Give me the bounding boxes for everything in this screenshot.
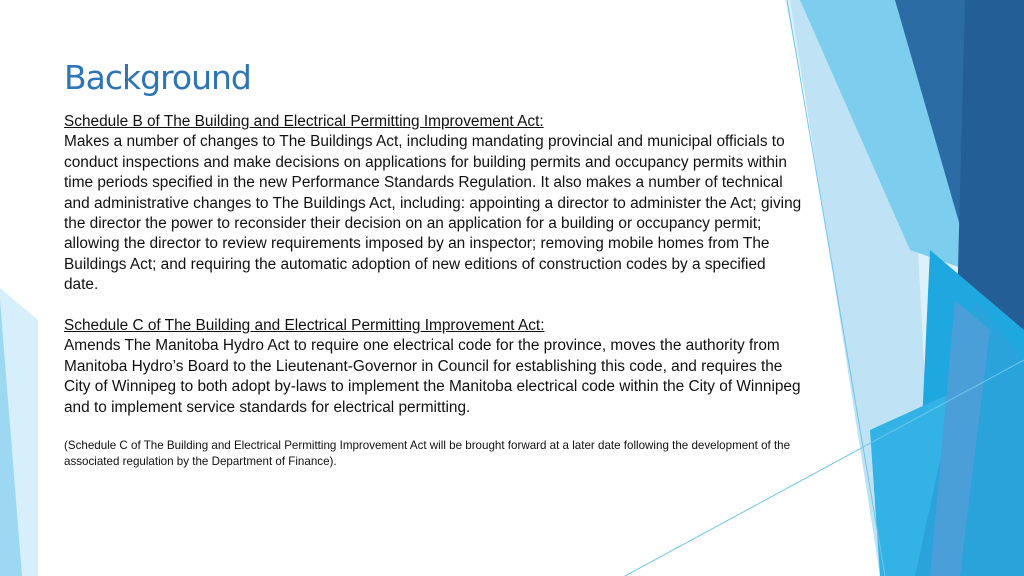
paragraph-spacer	[64, 418, 804, 438]
slide-body	[64, 112, 804, 470]
slide-title: Background	[64, 58, 251, 97]
schedule-c-text: Amends The Manitoba Hydro Act to require one electrical code for the province, moves the authority from Manitoba Hydro’s Board to the Lieutenant-Governor in Council for establishing this code, and requires the City of Winnipeg to both adopt by-laws to implement the Manitoba electrical code within the City of Winnipeg and to implement service standards for electrical permitting.	[64, 337, 801, 416]
schedule-c-heading: Schedule C of The Building and Electrical Permitting Improvement Act:	[64, 317, 545, 335]
schedule-b-heading: Schedule B of The Building and Electrical Permitting Improvement Act:	[64, 113, 544, 130]
paragraph-spacer	[64, 296, 804, 316]
footnote: (Schedule C of The Building and Electrical Permitting Improvement Act will be brought forward at a later date following the development of the associated regulation by the Department of Finance).	[64, 439, 791, 469]
schedule-b-text: Makes a number of changes to The Buildings Act, including mandating provincial and municipal officials to conduct inspections and make decisions on applications for building permits and occupancy permits within time periods specified in the new Performance Standards Regulation. It also makes a number of technical and administrative changes to The Buildings Act, including: appointing a director to administer the Act; giving the director the power to reconsider their decision on an application for a building or occupancy permit; allowing the director to review requirements imposed by an inspector; removing mobile homes from The Buildings Act; and requiring the automatic adoption of new editions of construction codes by a specified date.	[64, 133, 802, 294]
